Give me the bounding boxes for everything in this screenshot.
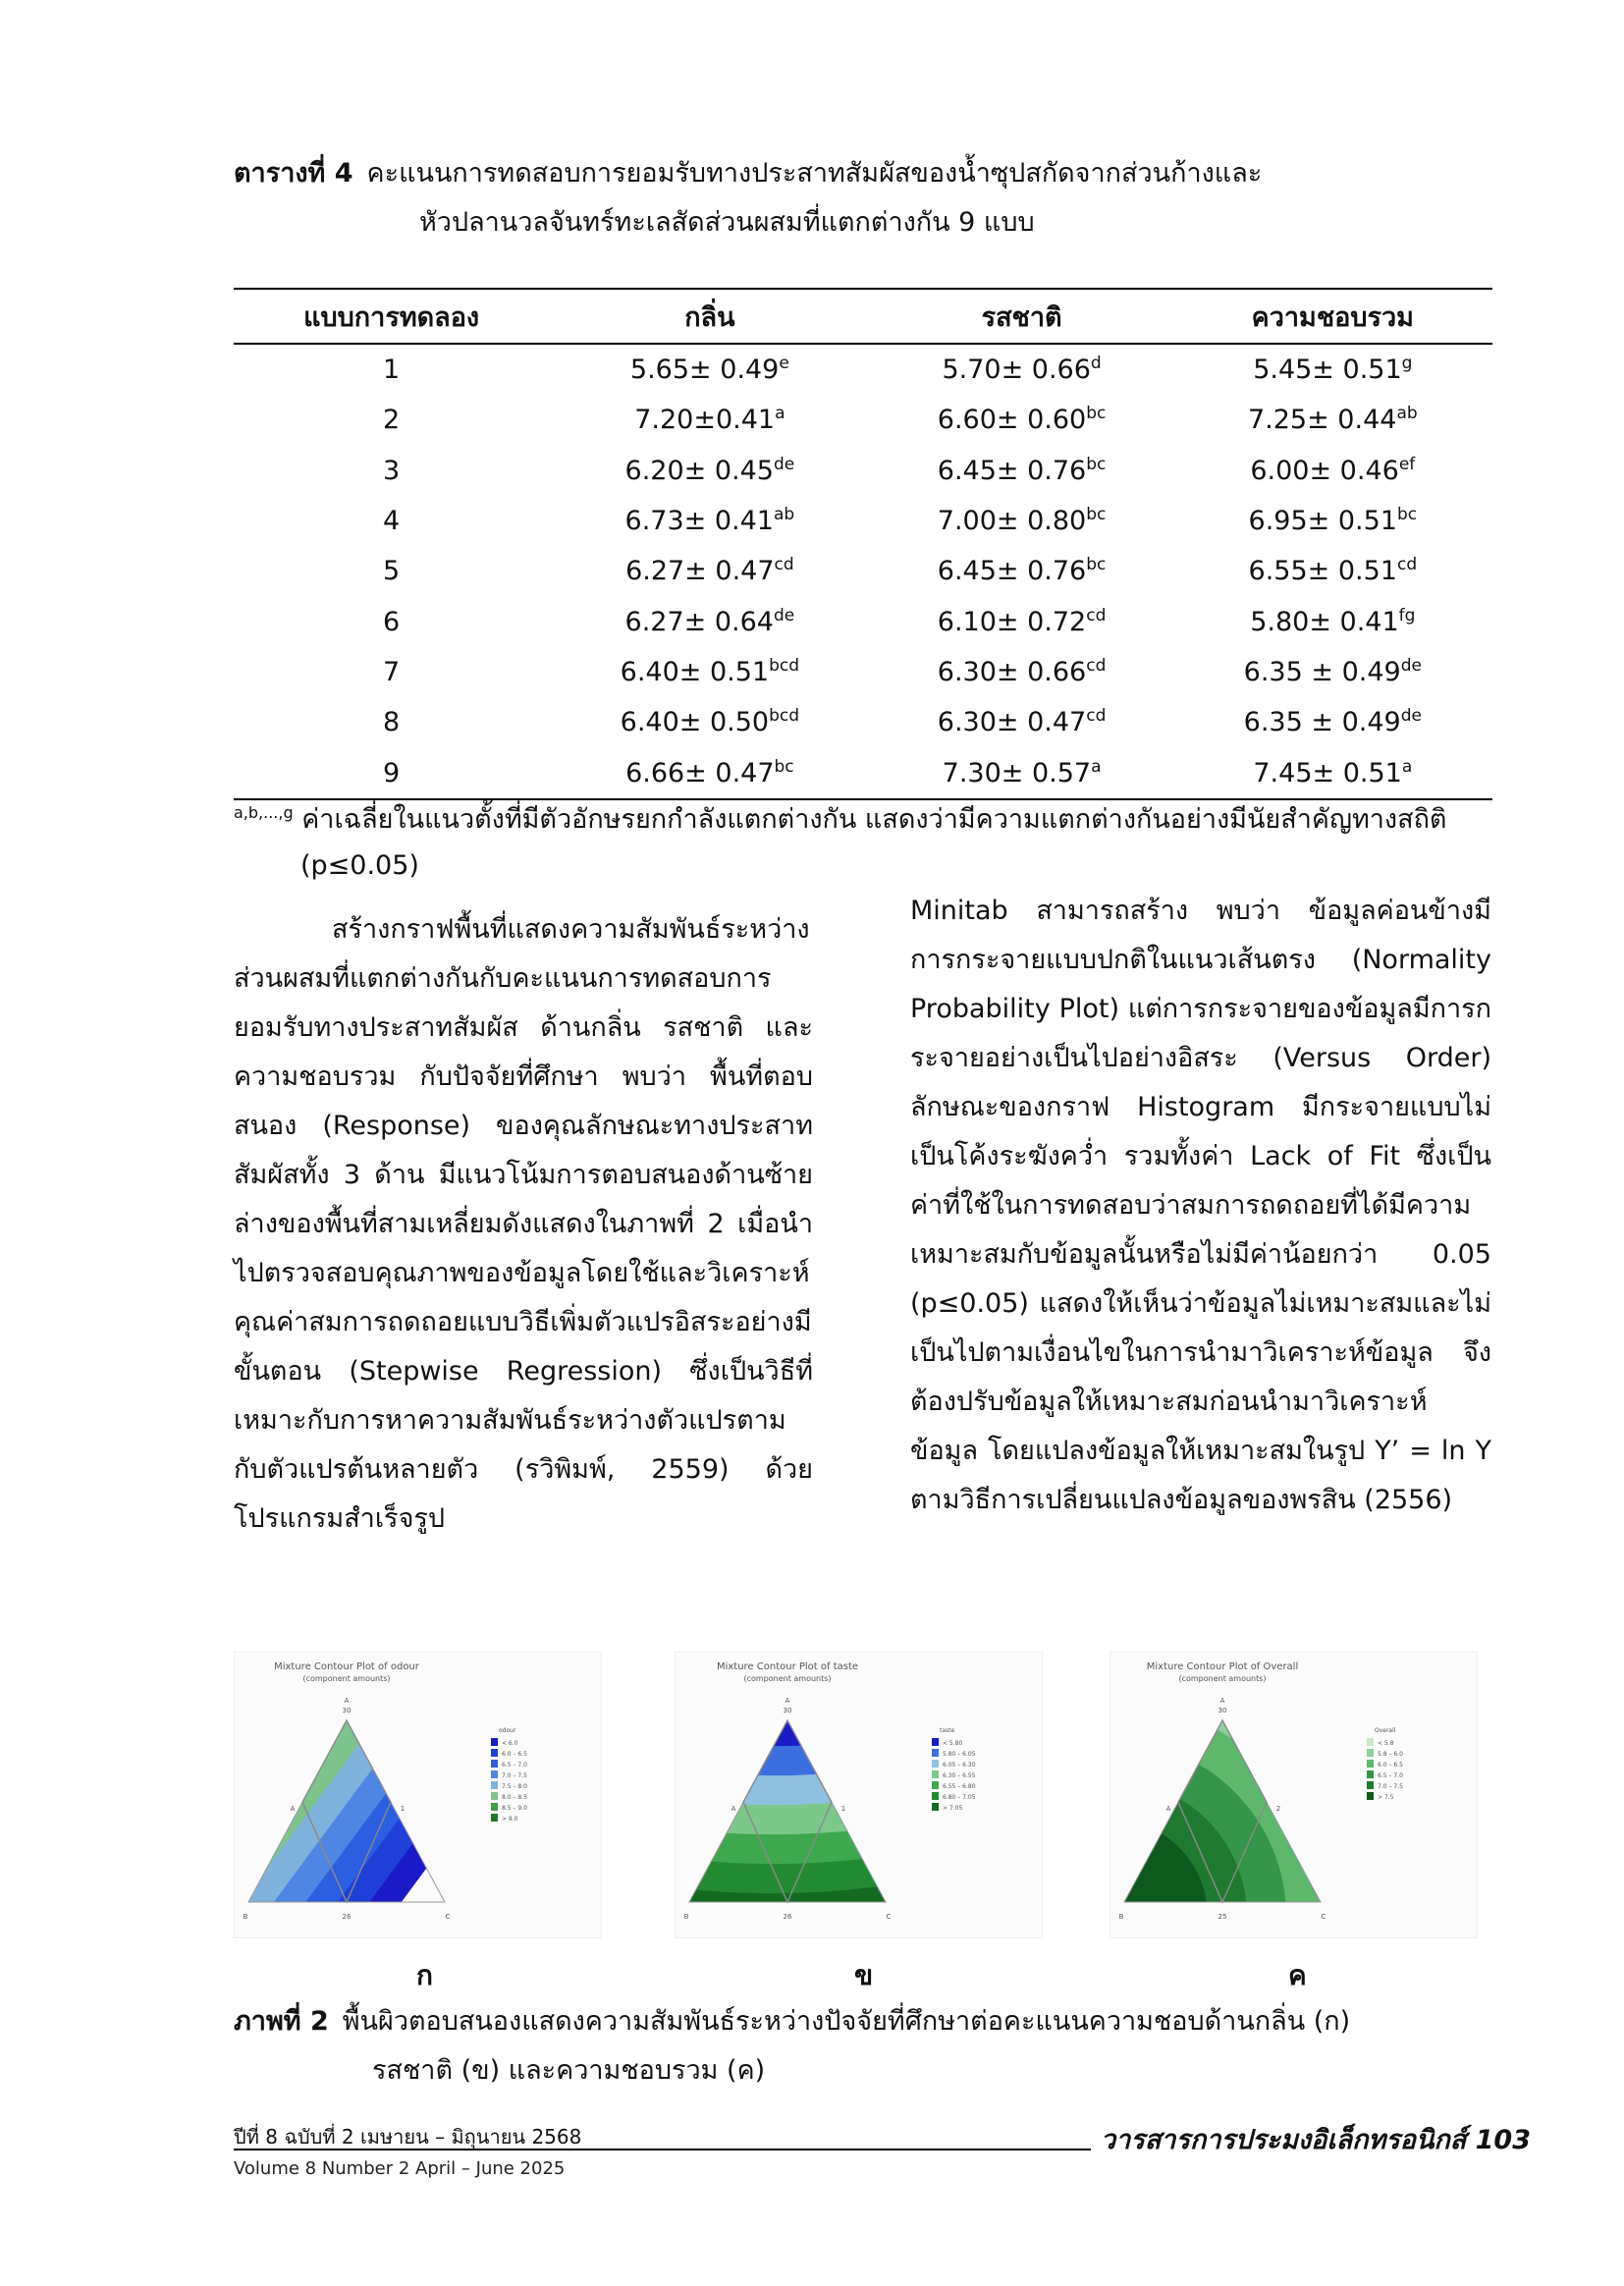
cell-odour-letter: a (775, 404, 785, 424)
cell-overall (1173, 596, 1492, 646)
legend-entry: 7.0 – 7.5 (502, 1772, 527, 1779)
edge-value-bottom: 26 (783, 1913, 792, 1921)
legend-swatch (491, 1803, 498, 1811)
cell-overall-letter: de (1400, 706, 1422, 727)
cell-id (234, 446, 549, 496)
legend-swatch (1367, 1781, 1374, 1789)
cell-overall-letter: ab (1396, 404, 1418, 424)
cell-taste-letter: bc (1086, 555, 1107, 575)
plot-subtitle: (component amounts) (1178, 1674, 1267, 1683)
cell-overall-letter: bc (1396, 505, 1418, 525)
figure-label-c: ค (1288, 1959, 1307, 1991)
legend-entry: 5.80 – 6.05 (943, 1751, 976, 1758)
cell-taste-letter: a (1091, 756, 1102, 777)
cell-taste-letter: bc (1086, 404, 1107, 424)
plot-subtitle: (component amounts) (743, 1674, 832, 1683)
footer-issue-thai: ปีที่ 8 ฉบับที่ 2 เมษายน – มิถุนายน 2568 (234, 2125, 582, 2149)
figure-odour (234, 1652, 602, 1938)
table-row (234, 344, 1492, 395)
cell-id (234, 596, 549, 646)
cell-taste-value: 6.45± 0.76 (937, 455, 1087, 486)
cell-odour-letter: bcd (769, 706, 800, 727)
edge-value-bottom: 25 (1218, 1913, 1227, 1921)
legend-entry: 6.80 – 7.05 (943, 1794, 976, 1801)
legend-swatch (491, 1781, 498, 1789)
vertex-label-right: C (445, 1913, 451, 1921)
legend-swatch (491, 1770, 498, 1778)
cell-overall-letter: fg (1398, 605, 1416, 626)
cell-taste-letter: bc (1086, 454, 1107, 474)
cell-id-value: 1 (383, 354, 401, 386)
vertex-label-right: C (886, 1913, 892, 1921)
cell-overall-value: 6.95± 0.51 (1248, 506, 1397, 537)
contour-plot-odour (234, 1652, 602, 1938)
cell-overall-value: 5.80± 0.41 (1250, 606, 1399, 637)
figure-label-b: ข (854, 1959, 874, 1991)
cell-id-value: 9 (383, 757, 401, 789)
cell-odour (549, 395, 870, 445)
cell-taste-letter: d (1090, 354, 1102, 374)
cell-taste-value: 6.60± 0.60 (937, 405, 1087, 436)
body-column-right: Minitab สามารถสร้าง พบว่า ข้อมูลค่อนข้างมีการกระจายแบบปกติในแนวเส้นตรง (Normality Probability Plot) แต่การกระจายของข้อมูลมีการกระจายอย่างเป็นไปอย่างอิสระ (Versus Order) ลักษณะของกราฟ Histogram มีกระจายแบบไม่เป็นโค้งระฆังคว่ำ รวมทั้งค่า Lack of Fit ซึ่งเป็นค่าที่ใช้ในการทดสอบว่าสมการถดถอยที่ได้มีความเหมาะสมกับข้อมูลนั้นหรือไม่มีค่าน้อยกว่า 0.05 (p≤0.05) แสดงให้เห็นว่าข้อมูลไม่เหมาะสมและไม่เป็นไปตามเงื่อนไขในการนำมาวิเคราะห์ข้อมูล จึงต้องปรับข้อมูลให้เหมาะสมก่อนนำมาวิเคราะห์ข้อมูล โดยแปลงข้อมูลให้เหมาะสมในรูป Y’ = ln Y ตามวิธีการเปลี่ยนแปลงข้อมูลของพรสิน (2556) (910, 896, 1491, 1515)
legend-swatch (1367, 1738, 1374, 1746)
edge-label-left: A (290, 1805, 296, 1813)
cell-overall-letter: cd (1396, 555, 1418, 575)
cell-taste (871, 395, 1173, 445)
legend-swatch (932, 1803, 939, 1811)
footer-rule (234, 2149, 1091, 2150)
cell-id-value: 2 (383, 405, 401, 436)
legend-entry: 6.55 – 6.80 (943, 1783, 976, 1790)
cell-id-value: 5 (383, 556, 401, 587)
cell-odour (549, 344, 870, 395)
cell-odour-letter: e (779, 354, 789, 374)
edge-label-right: 1 (840, 1805, 846, 1813)
cell-taste (871, 546, 1173, 596)
vertex-value-top: 30 (342, 1707, 352, 1714)
cell-overall-value: 6.55± 0.51 (1248, 556, 1397, 587)
vertex-value-top: 30 (783, 1707, 792, 1714)
figure-caption (234, 1997, 1500, 2096)
cell-odour-letter: bcd (769, 655, 800, 676)
cell-overall-value: 6.00± 0.46 (1250, 455, 1399, 486)
legend-swatch (932, 1792, 939, 1800)
legend-swatch (491, 1749, 498, 1757)
cell-taste-letter: cd (1086, 706, 1107, 727)
cell-overall (1173, 446, 1492, 496)
legend-entry: 6.0 – 6.5 (502, 1751, 527, 1758)
cell-overall-value: 6.35 ± 0.49 (1243, 707, 1401, 738)
cell-overall-value: 7.45± 0.51 (1253, 757, 1402, 789)
cell-id-value: 3 (383, 455, 401, 486)
edge-label-left: A (1165, 1805, 1171, 1813)
cell-overall (1173, 697, 1492, 747)
footer-issue-english: Volume 8 Number 2 April – June 2025 (234, 2158, 566, 2179)
cell-id (234, 395, 549, 445)
legend-title: odour (499, 1727, 516, 1734)
table-caption (234, 149, 1490, 247)
cell-taste-letter: cd (1086, 605, 1107, 626)
cell-odour-value: 6.27± 0.64 (624, 606, 774, 637)
cell-odour-letter: de (773, 454, 795, 474)
cell-id (234, 647, 549, 697)
table-header-row (234, 289, 1492, 344)
figure-taste (675, 1652, 1043, 1938)
legend-entry: 6.05 – 6.30 (943, 1762, 976, 1769)
cell-odour-value: 6.27± 0.47 (625, 556, 775, 587)
footnote-line2: (p≤0.05) (300, 850, 419, 881)
cell-overall (1173, 344, 1492, 395)
edge-label-right: 1 (400, 1805, 406, 1813)
legend-entry: 5.8 – 6.0 (1378, 1751, 1403, 1758)
figure-label-a: ก (416, 1959, 433, 1991)
cell-odour (549, 596, 870, 646)
plot-title: Mixture Contour Plot of Overall (1146, 1661, 1299, 1672)
legend-entry: < 5.80 (943, 1740, 963, 1747)
cell-taste (871, 596, 1173, 646)
cell-odour-value: 6.66± 0.47 (625, 757, 775, 789)
legend-swatch (932, 1760, 939, 1768)
cell-taste-value: 7.30± 0.57 (942, 757, 1092, 789)
cell-odour (549, 446, 870, 496)
legend-swatch (932, 1738, 939, 1746)
cell-odour (549, 496, 870, 546)
cell-taste (871, 344, 1173, 395)
cell-id (234, 697, 549, 747)
legend-title: taste (940, 1727, 955, 1734)
header-taste: รสชาติ (871, 289, 1173, 344)
cell-odour-value: 6.73± 0.41 (624, 506, 774, 537)
legend-swatch (1367, 1770, 1374, 1778)
footnote-line1: ค่าเฉลี่ยในแนวตั้งที่มีตัวอักษรยกกำลังแตกต่างกัน แสดงว่ามีความแตกต่างกันอย่างมีนัยสำคัญทางสถิติ (301, 804, 1447, 835)
body-column-left: สร้างกราฟพื้นที่แสดงความสัมพันธ์ระหว่างส่วนผสมที่แตกต่างกันกับคะแนนการทดสอบการยอมรับทางประสาทสัมผัส ด้านกลิ่น รสชาติ และความชอบรวม กับปัจจัยที่ศึกษา พบว่า พื้นที่ตอบสนอง (Response) ของคุณลักษณะทางประสาทสัมผัสทั้ง 3 ด้าน มีแนวโน้มการตอบสนองด้านซ้ายล่างของพื้นที่สามเหลี่ยมดังแสดงในภาพที่ 2 เมื่อนำไปตรวจสอบคุณภาพของข้อมูลโดยใช้และวิเคราะห์คุณค่าสมการถดถอยแบบวิธีเพิ่มตัวแปรอิสระอย่างมีขั้นตอน (Stepwise Regression) ซึ่งเป็นวิธีที่เหมาะกับการหาความสัมพันธ์ระหว่างตัวแปรตามกับตัวแปรต้นหลายตัว (รวิพิมพ์, 2559) ด้วยโปรแกรมสำเร็จรูป (234, 914, 813, 1534)
plot-title: Mixture Contour Plot of taste (716, 1661, 859, 1672)
cell-taste-letter: cd (1086, 655, 1107, 676)
legend-swatch (491, 1792, 498, 1800)
cell-taste-value: 6.10± 0.72 (937, 606, 1087, 637)
table-row (234, 496, 1492, 546)
table-row (234, 647, 1492, 697)
figure-caption-label: ภาพที่ 2 (234, 2006, 329, 2037)
cell-odour-letter: cd (774, 555, 794, 575)
cell-overall (1173, 546, 1492, 596)
legend-swatch (491, 1814, 498, 1822)
cell-odour-value: 6.20± 0.45 (624, 455, 774, 486)
vertex-label-left: B (243, 1913, 248, 1921)
cell-id (234, 546, 549, 596)
legend-swatch (491, 1760, 498, 1768)
footer-journal-page: วารสารการประมงอิเล็กทรอนิกส์ 103 (1101, 2125, 1531, 2155)
legend-swatch (1367, 1749, 1374, 1757)
table-row (234, 697, 1492, 747)
cell-overall-value: 6.35 ± 0.49 (1243, 656, 1401, 687)
contour-plot-overall (1110, 1652, 1478, 1938)
vertex-label-top: A (785, 1697, 790, 1705)
legend-title: Overall (1375, 1727, 1396, 1734)
table-caption-line1: คะแนนการทดสอบการยอมรับทางประสาทสัมผัสของน้ำซุปสกัดจากส่วนก้างและ (366, 158, 1263, 189)
legend-entry: 6.0 – 6.5 (1378, 1762, 1403, 1769)
vertex-label-right: C (1321, 1913, 1326, 1921)
legend-entry: < 6.0 (502, 1740, 518, 1747)
vertex-label-top: A (344, 1697, 350, 1705)
cell-overall (1173, 496, 1492, 546)
cell-overall-letter: ef (1398, 454, 1416, 474)
cell-odour-value: 5.65± 0.49 (629, 354, 780, 386)
cell-taste-value: 5.70± 0.66 (942, 354, 1091, 386)
cell-odour-letter: bc (774, 756, 794, 777)
cell-id-value: 4 (383, 506, 401, 537)
table-body (234, 344, 1492, 799)
cell-taste (871, 446, 1173, 496)
legend-entry: 6.30 – 6.55 (943, 1772, 976, 1779)
figure-caption-line1: พื้นผิวตอบสนองแสดงความสัมพันธ์ระหว่างปัจจัยที่ศึกษาต่อคะแนนความชอบด้านกลิ่น (ก) (342, 2006, 1351, 2037)
header-overall: ความชอบรวม (1173, 289, 1492, 344)
cell-taste (871, 647, 1173, 697)
legend-swatch (932, 1770, 939, 1778)
cell-odour-value: 7.20±0.41 (634, 405, 776, 436)
figure-overall (1110, 1652, 1478, 1938)
cell-id (234, 496, 549, 546)
figure-caption-line2: รสชาติ (ข) และความชอบรวม (ค) (372, 2055, 766, 2086)
contour-plot-taste (675, 1652, 1043, 1938)
cell-taste (871, 496, 1173, 546)
legend-entry: > 9.0 (502, 1816, 518, 1823)
table-row (234, 546, 1492, 596)
cell-id-value: 8 (383, 707, 401, 738)
table-footnote (234, 789, 1500, 889)
legend-swatch (1367, 1760, 1374, 1768)
vertex-label-top: A (1219, 1697, 1225, 1705)
cell-overall (1173, 647, 1492, 697)
table-row (234, 395, 1492, 445)
cell-overall-value: 7.25± 0.44 (1247, 405, 1397, 436)
legend-entry: 6.5 – 7.0 (502, 1762, 527, 1769)
cell-overall (1173, 395, 1492, 445)
cell-overall-value: 5.45± 0.51 (1253, 354, 1402, 386)
footnote-superscript: a,b,...,g (234, 803, 294, 822)
cell-odour (549, 546, 870, 596)
cell-id-value: 7 (383, 656, 401, 687)
cell-taste-value: 6.30± 0.47 (937, 707, 1087, 738)
table-row (234, 596, 1492, 646)
cell-taste-letter: bc (1086, 505, 1107, 525)
cell-overall-letter: de (1400, 655, 1422, 676)
legend-swatch (932, 1749, 939, 1757)
legend-swatch (1367, 1792, 1374, 1800)
legend-swatch (932, 1781, 939, 1789)
legend-entry: 7.0 – 7.5 (1378, 1783, 1403, 1790)
vertex-value-top: 30 (1218, 1707, 1227, 1714)
legend-entry: 6.5 – 7.0 (1378, 1772, 1403, 1779)
plot-title: Mixture Contour Plot of odour (274, 1661, 419, 1672)
cell-overall-letter: a (1401, 756, 1413, 777)
table-caption-label: ตารางที่ 4 (234, 158, 353, 189)
legend-entry: 8.0 – 8.5 (502, 1794, 527, 1801)
legend-entry: < 5.8 (1378, 1740, 1394, 1747)
table-caption-line2: หัวปลานวลจันทร์ทะเลสัดส่วนผสมที่แตกต่างกัน 9 แบบ (419, 207, 1035, 238)
cell-id-value: 6 (383, 606, 401, 637)
plot-subtitle: (component amounts) (302, 1674, 391, 1683)
legend-entry: 8.5 – 9.0 (502, 1805, 527, 1812)
cell-taste-value: 7.00± 0.80 (937, 506, 1087, 537)
cell-odour-letter: ab (773, 505, 795, 525)
header-odour: กลิ่น (549, 289, 870, 344)
cell-odour-value: 6.40± 0.51 (620, 656, 770, 687)
cell-odour-value: 6.40± 0.50 (620, 707, 770, 738)
cell-id (234, 344, 549, 395)
legend-entry: > 7.05 (943, 1805, 963, 1812)
edge-label-left: A (731, 1805, 736, 1813)
cell-overall-letter: g (1401, 354, 1413, 374)
cell-taste-value: 6.45± 0.76 (937, 556, 1087, 587)
table-row (234, 446, 1492, 496)
edge-value-bottom: 26 (342, 1913, 352, 1921)
legend-entry: > 7.5 (1378, 1794, 1394, 1801)
cell-odour (549, 697, 870, 747)
results-table (234, 288, 1492, 800)
cell-odour-letter: de (773, 605, 795, 626)
vertex-label-left: B (683, 1913, 689, 1921)
vertex-label-left: B (1118, 1913, 1124, 1921)
legend-swatch (491, 1738, 498, 1746)
legend-entry: 7.5 – 8.0 (502, 1783, 527, 1790)
header-trial: แบบการทดลอง (234, 289, 549, 344)
edge-label-right: 2 (1275, 1805, 1281, 1813)
cell-odour (549, 647, 870, 697)
cell-taste-value: 6.30± 0.66 (937, 656, 1087, 687)
cell-taste (871, 697, 1173, 747)
